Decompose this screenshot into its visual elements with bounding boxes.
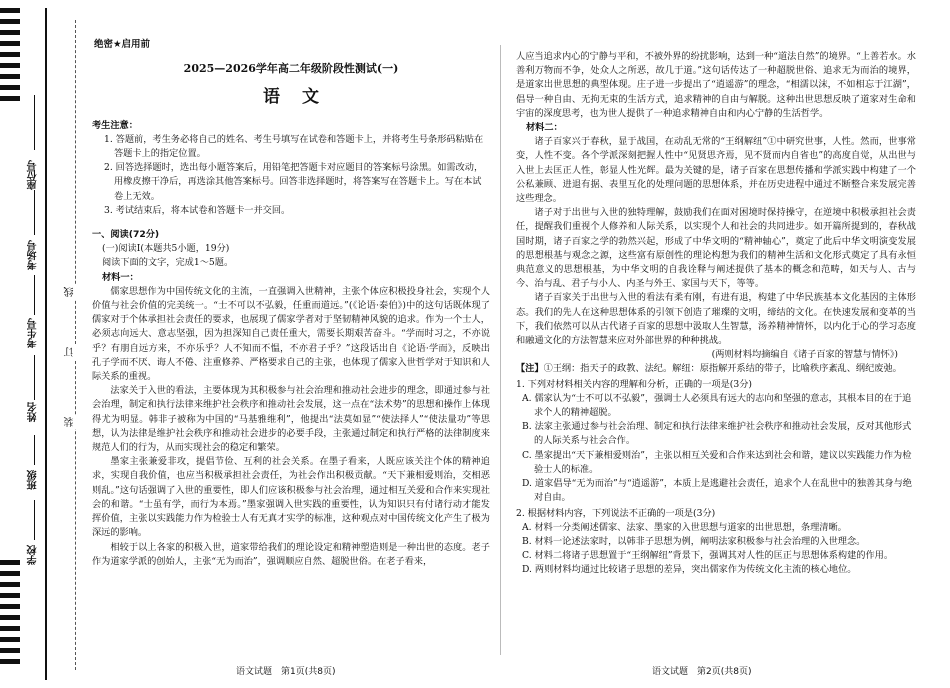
school-fill-line: [34, 500, 35, 540]
notice-block: [92, 119, 490, 218]
paragraph: 墨家主张兼爱非攻，提倡节俭、互利的社会关系。在墨子看来，人既应该关注个体的精神追求，实现自我价值，也应当积极承担社会责任，为社会作出积极贡献。“天下兼相爱则治，交相恶则乱。”这句话强调了入世的重要性，即人们应该积极参与社会治理，通过相互关爱和合作来实现社会的和谐。“士虽有学，而行为本焉。”墨家强调入世实践的重要性，认为知识只有付诸行动才能发挥价值，主张以实践能力作为检验士人有无真才实学的标准，这种观点对中国传统文化产生了极为深远的影响。: [92, 456, 490, 539]
binding-thick-line: [45, 8, 47, 680]
question-2-option: D. 两则材料均通过比较诸子思想的差异，突出儒家作为传统文化主流的核心地位。: [522, 564, 857, 576]
paragraph: 人应当追求内心的宁静与平和，不被外界的纷扰影响，达到一种“道法自然”的境界。“上善若水。水善利万物而不争，处众人之所恶，故几于道。”这句话传达了一种超脱世俗、追求无为而治的境界，是道家出世思想的典型体现。庄子进一步提出了“逍遥游”的理念，“相濡以沫，不如相忘于江湖”，倡导一种自由、无拘无束的生活方式，追求精神的自由与解脱。这种出世思想反映了道家对生命和宇宙的深度思考，也为世人提供了一种追求精神自由和内心宁静的生活哲学。: [516, 51, 916, 119]
question-2-option: B. 材料一论述法家时，以韩非子思想为例，阐明法家积极参与社会治理的入世理念。: [522, 535, 866, 547]
notice-item: 3. 考试结束后，将本试卷和答题卡一并交回。: [104, 204, 291, 216]
room-fill-line: [34, 190, 35, 235]
page-2-footer: 语文试题 第2页(共8页): [652, 667, 752, 677]
class-label: 班级: [28, 470, 39, 490]
paragraph: 儒家思想作为中国传统文化的主流，一直强调入世精神，主张个体应积极投身社会，实现个人价值与社会价值的完美统一。“士不可以不弘毅，任重而道远。”(《论语·泰伯》)中的这句话既体现了儒家对于个体承担社会责任的要求，也展现了儒家学者对于坚韧精神风貌的追求。作为一个士人，必须志向远大、意志坚强，因为担深知自己责任重大，需要长期艰苦奋斗。“学而时习之，不亦说乎？有朋自远方来，不亦乐乎？人不知而不愠，不亦君子乎？”这段话出自《论语·学而》，反映出孔子学而不厌、诲人不倦、注重修养、严格要求自己的主张，也体现了儒家入世哲学对于知识和人际关系的重视。: [92, 285, 490, 383]
paragraph: 诸子百家兴于春秋，显于战国，在动乱无常的“王纲解纽”①中研究世事，人性。然而，世事常变，人性不变。各个学派深刻把握人性中“见贤思齐焉，见不贤而内自省也”的高度自觉，从出世与入世上去匡正人性，彰显人性光辉。最为关键的是，诸子百家在思想传播和学派实践中构建了一个公私兼顾、进退有据、表里互化的处理问题的思想体系，并在历史进程中通过不断整合来发展完善这些理念。: [516, 136, 916, 205]
paragraph: 相较于以上各家的积极入世，道家带给我们的理论设定和精神塑造则是一种出世的态度。老子作为道家学派的创始人，主张“无为而治”，强调顺应自然、超脱世俗。在老子看来，: [92, 541, 490, 567]
name-fill-line: [34, 355, 35, 400]
question-2-option: C. 材料二将诸子思想置于“王纲解纽”背景下，强调其对人性的匡正与思想体系构建的作用。: [522, 550, 894, 562]
subsection-heading: (一)阅读Ⅰ(本题共5小题，19分): [102, 243, 230, 255]
paragraph: 诸子百家关于出世与入世的看法有柔有刚，有进有退，构建了中华民族基本文化基因的主体形态。我们的先人在这种思想体系的引领下创造了璀璨的文明，缔结的文化。在快速发展和变革的当下，我们依然可以从古代诸子百家的思想中汲取人生智慧，汤养精神情怀，以内化于心的学习态度和融通文化的方法智慧来应对外部世界的种种挑战。: [516, 292, 916, 347]
name-label: 姓名: [28, 402, 39, 422]
binding-stripes-bottom: [0, 560, 20, 670]
notice-heading: 考生注意：: [92, 119, 138, 131]
question-1-option: B. 法家主张通过参与社会治理、制定和执行法律来维护社会秩序和推动社会发展，反对其他形式的人际关系与社会合作。: [522, 421, 912, 447]
footnote: [516, 362, 916, 376]
footnote-text: ①王纲：指天子的政教、法纪。解纽：原指解开系结的带子，比喻秩序紊乱、纲纪废弛。: [543, 363, 902, 375]
question-1-option: D. 道家倡导“无为而治”与“逍遥游”，本质上是逃避社会责任，追求个人在乱世中的独善其身与绝对自由。: [522, 478, 912, 504]
seat-fill-line: [34, 95, 35, 150]
question-1-option: A. 儒家认为“士不可以不弘毅”，强调士人必须具有远大的志向和坚强的意志，其根本目的在于追求个人的精神超脱。: [522, 392, 912, 419]
page-1-footer: 语文试题 第1页(共8页): [236, 667, 336, 677]
paragraph: 法家关于入世的看法，主要体现为其积极参与社会治理和推动社会进步的理念，即通过参与社会治理，制定和执行法律来维护社会秩序和推动社会发展，这一点在“法术势”的思想和操作上体现得尤为明显。韩非子被称为中国的“马基雅维利”，他提出“法莫如显”“使法择人”“使法量功”等思想，认为法律是维护社会秩序和推动社会进步的必要手段，主张通过制定和执行严格的法律制度来规范人们的行为，从而实现社会的稳定和繁荣。: [92, 385, 490, 454]
material-1-heading: 材料一：: [102, 271, 139, 283]
page-1: [92, 38, 490, 569]
examinee-fill-line: [34, 275, 35, 315]
notice-item: 1. 答题前，考生务必将自己的姓名、考生号填写在试卷和答题卡上，并将考生号条形码粘贴在答题卡上的指定位置。: [104, 133, 484, 160]
page-divider: [500, 45, 501, 655]
page-2: [516, 50, 916, 578]
seal-word-order: 订: [65, 347, 76, 357]
binding-stripes-top: [0, 8, 20, 107]
question-2-option: A. 材料一分类阐述儒家、法家、墨家的入世思想与道家的出世思想，条理清晰。: [522, 521, 847, 533]
examinee-label: 考生号: [28, 318, 39, 348]
question-2: 2. 根据材料内容，下列说法不正确的一项是(3分): [516, 507, 716, 519]
subject-title: 语文: [263, 87, 341, 108]
seal-word-line: 线: [65, 287, 76, 297]
notice-item: 2. 回答选择题时，选出每小题答案后，用铅笔把答题卡对应题目的答案标号涂黑。如需改动，用橡皮擦干净后，再选涂其他答案标号。回答非选择题时，将答案写在答题卡上。写在本试卷上无效。: [104, 162, 484, 202]
binding-strip: [0, 0, 100, 688]
secret-mark: 绝密★启用前: [94, 39, 151, 50]
school-label: 学校: [28, 545, 39, 565]
seat-label: 座位号: [28, 160, 39, 190]
question-1: 1. 下列对材料相关内容的理解和分析，正确的一项是(3分): [516, 378, 753, 390]
paragraph: 诸子对于出世与入世的独特理解，鼓励我们在面对困境时保持操守，在逆境中积极承担社会责任，提醒我们重视个人修养和人际关系，以实现个人和社会的共同进步。如开篇所提到的，春秋战国时期，诸子百家之学的勃然兴起，形成了中华文明的“精神轴心”，奠定了此后中华文明演变发展的思想根基与观念之源，这些富有原创性的理论构想为我们的精神生活和文化形式奠定了具有永恒典范意义的思想根基，为中华文明的自我诠释与阐述提供了基本的概念和范畴，如天与人、古与今、治与乱、君子与小人、内圣与外王、家国与天下，等等。: [516, 207, 916, 290]
reading-instruction: 阅读下面的文字，完成1～5题。: [102, 257, 234, 269]
footnote-label: 【注】: [516, 363, 544, 375]
question-1-option: C. 墨家提出“天下兼相爱则治”，主张以相互关爱和合作来达到社会和谐，建议以实践能力作为检验士人的标准。: [522, 449, 912, 475]
material-2-heading: 材料二：: [526, 122, 563, 134]
room-label: 考场号: [28, 240, 39, 270]
class-fill-line: [34, 435, 35, 465]
exam-title: 2025—2026学年高二年级阶段性测试(一): [183, 62, 399, 76]
seal-word-bind: 装: [65, 417, 76, 427]
section-heading: 一、阅读(72分): [92, 229, 160, 241]
source-note: (两则材料均摘编自《诸子百家的智慧与情怀》): [711, 349, 898, 361]
